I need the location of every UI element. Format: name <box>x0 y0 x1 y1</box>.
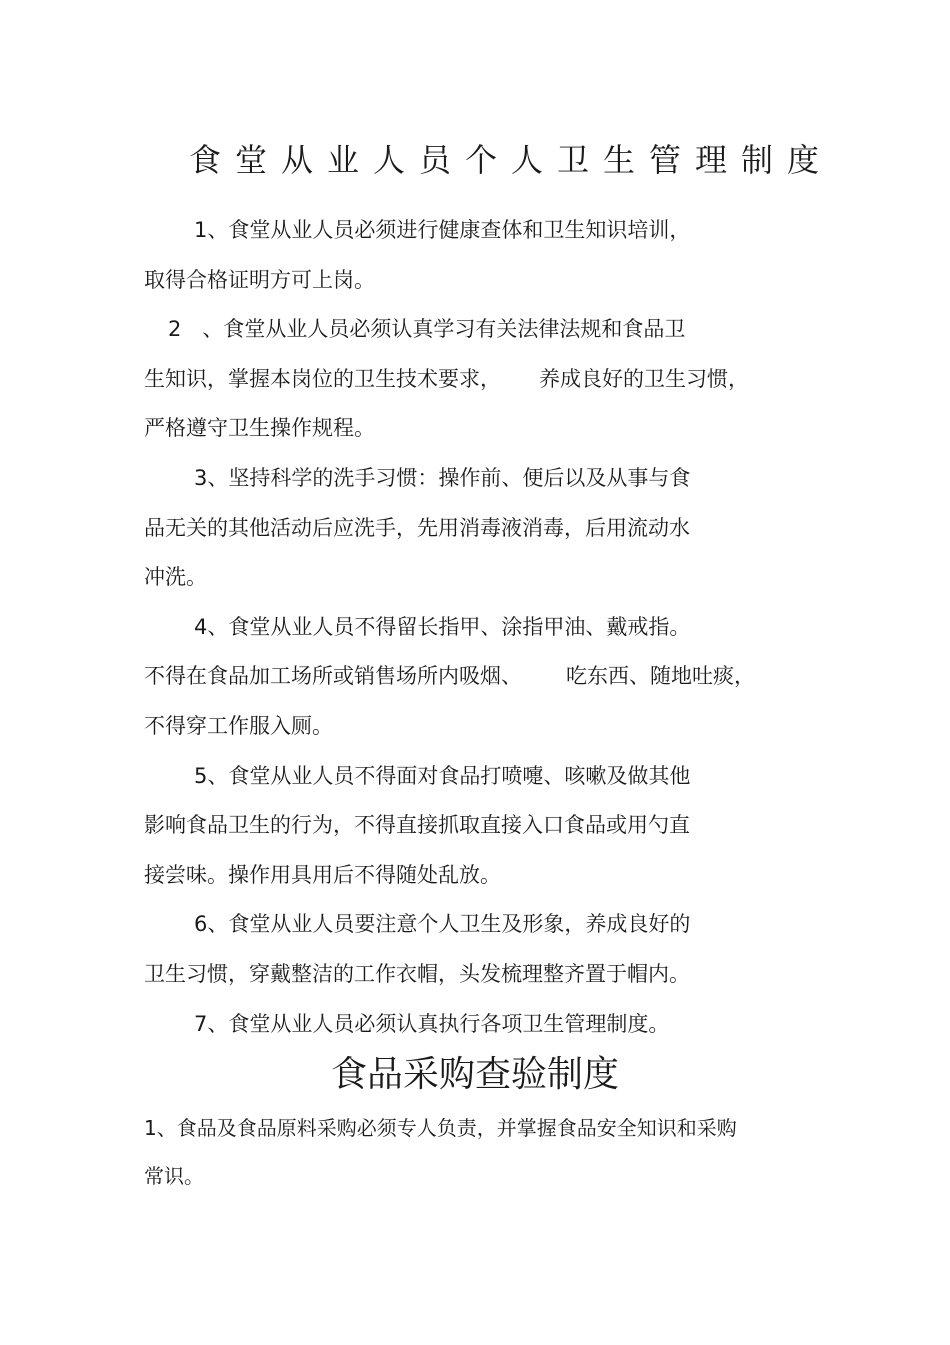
paragraph-line: 不得穿工作服入厕。 <box>144 713 333 738</box>
paragraph-line: 常识。 <box>144 1164 204 1188</box>
paragraph-line: 严格遵守卫生操作规程。 <box>144 416 375 441</box>
paragraph-line: 1、食堂从业人员必须进行健康查体和卫生知识培训， <box>194 218 691 242</box>
paragraph-line: 卫生习惯，穿戴整洁的工作衣帽，头发梳理整齐置于帽内。 <box>144 961 690 986</box>
paragraph-line: 取得合格证明方可上岗。 <box>144 267 375 292</box>
section-title-food-procurement: 食品采购查验制度 <box>330 1054 619 1095</box>
paragraph-line: 7、食堂从业人员必须认真执行各项卫生管理制度。 <box>194 1011 670 1036</box>
paragraph-line: 4、食堂从业人员不得留长指甲、涂指甲油、戴戒指。 <box>194 614 691 639</box>
paragraph-line: 冲洗。 <box>144 565 207 590</box>
paragraph-line: 1、食品及食品原料采购必须专人负责，并掌握食品安全知识和采购 <box>144 1116 737 1140</box>
section-body-personal-hygiene <box>144 206 834 1049</box>
section-title-personal-hygiene: 食堂从业人员个人卫生管理制度 <box>188 141 833 179</box>
paragraph-line: 5、食堂从业人员不得面对食品打喷嚏、咳嗽及做其他 <box>194 763 691 788</box>
paragraph-line <box>144 652 834 702</box>
paragraph-line <box>144 355 834 405</box>
paragraph-line: 6、食堂从业人员要注意个人卫生及形象，养成良好的 <box>194 912 691 937</box>
paragraph-line: 影响食品卫生的行为，不得直接抓取直接入口食品或用勺直 <box>144 813 690 838</box>
paragraph-fragment: 生知识，掌握本岗位的卫生技术要求， <box>144 366 501 391</box>
section-body-food-procurement <box>144 1104 844 1200</box>
paragraph-line: 2 、食堂从业人员必须认真学习有关法律法规和食品卫 <box>168 317 686 342</box>
paragraph-fragment: 不得在食品加工场所或销售场所内吸烟、 <box>144 664 522 689</box>
paragraph-line: 3、坚持科学的洗手习惯：操作前、便后以及从事与食 <box>194 465 691 490</box>
paragraph-line: 接尝味。操作用具用后不得随处乱放。 <box>144 862 501 887</box>
paragraph-fragment: 养成良好的卫生习惯， <box>539 366 749 391</box>
paragraph-fragment: 吃东西、随地吐痰， <box>566 664 755 689</box>
paragraph-line: 品无关的其他活动后应洗手，先用消毒液消毒，后用流动水 <box>144 515 690 540</box>
